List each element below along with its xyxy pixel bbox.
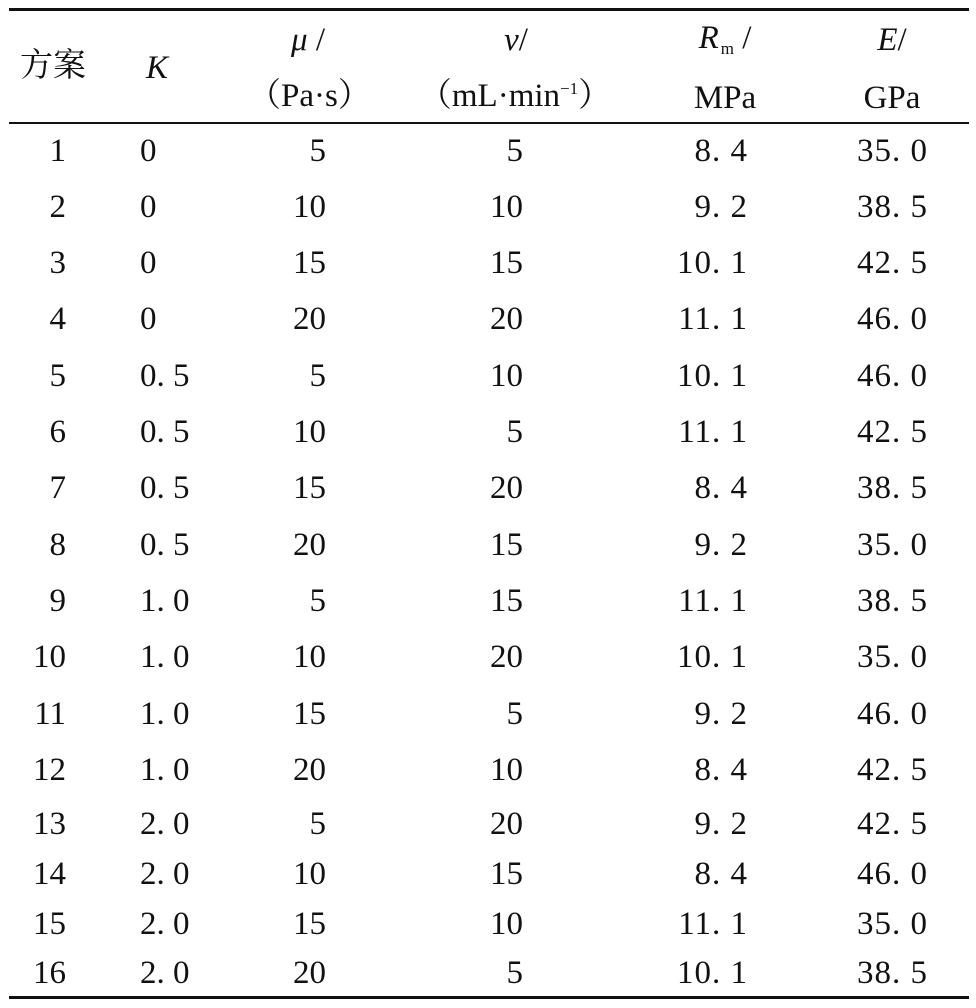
cell-mu: 5 bbox=[309, 806, 326, 842]
cell-v: 10 bbox=[490, 358, 523, 394]
cell-mu: 15 bbox=[293, 245, 326, 281]
table-bottom-rule bbox=[9, 996, 969, 999]
table-row bbox=[0, 412, 976, 452]
header-e-unit-label: GPa bbox=[863, 80, 921, 116]
cell-e: 35. 0 bbox=[857, 133, 928, 169]
cell-rm: 9. 2 bbox=[694, 527, 748, 563]
cell-e: 38. 5 bbox=[857, 470, 928, 506]
cell-rm: 11. 1 bbox=[678, 583, 748, 619]
cell-rm: 9. 2 bbox=[694, 696, 748, 732]
cell-e: 42. 5 bbox=[857, 414, 928, 450]
header-e-slash: / bbox=[897, 22, 907, 58]
cell-scheme: 7 bbox=[49, 470, 66, 506]
cell-e: 35. 0 bbox=[857, 527, 928, 563]
cell-e: 35. 0 bbox=[857, 906, 928, 942]
cell-scheme: 13 bbox=[33, 806, 66, 842]
cell-scheme: 14 bbox=[33, 856, 66, 892]
cell-v: 20 bbox=[490, 639, 523, 675]
cell-scheme: 12 bbox=[33, 752, 66, 788]
cell-k: 0 bbox=[140, 189, 157, 225]
cell-scheme: 8 bbox=[49, 527, 66, 563]
cell-e: 35. 0 bbox=[857, 639, 928, 675]
cell-mu: 15 bbox=[293, 470, 326, 506]
header-v-unit bbox=[410, 80, 620, 113]
cell-mu: 20 bbox=[293, 955, 326, 991]
cell-mu: 10 bbox=[293, 639, 326, 675]
cell-e: 42. 5 bbox=[857, 752, 928, 788]
cell-rm: 8. 4 bbox=[694, 470, 748, 506]
cell-rm: 11. 1 bbox=[678, 301, 748, 337]
header-scheme bbox=[20, 50, 86, 83]
cell-v: 20 bbox=[490, 470, 523, 506]
header-e-symbol: E bbox=[877, 22, 898, 58]
header-mu-unit bbox=[248, 78, 371, 114]
cell-v: 15 bbox=[490, 583, 523, 619]
cell-v: 15 bbox=[490, 856, 523, 892]
table-row bbox=[0, 581, 976, 621]
cell-k: 2. 0 bbox=[140, 856, 190, 892]
cell-e: 46. 0 bbox=[857, 696, 928, 732]
header-k-label: K bbox=[146, 50, 169, 86]
table-row bbox=[0, 953, 976, 993]
cell-k: 0 bbox=[140, 133, 157, 169]
cell-scheme: 6 bbox=[49, 414, 66, 450]
header-rm-slash: / bbox=[742, 20, 752, 56]
header-rm-symbol: R bbox=[698, 20, 719, 56]
cell-v: 10 bbox=[490, 189, 523, 225]
header-v-symbol: v bbox=[504, 22, 519, 58]
cell-e: 42. 5 bbox=[857, 245, 928, 281]
cell-k: 2. 0 bbox=[140, 806, 190, 842]
header-v-slash: / bbox=[518, 22, 528, 58]
cell-k: 1. 0 bbox=[140, 639, 190, 675]
header-v-unit-main: （mL·min bbox=[418, 78, 561, 114]
table-row bbox=[0, 525, 976, 565]
table-row bbox=[0, 243, 976, 283]
header-v bbox=[476, 24, 556, 57]
cell-rm: 10. 1 bbox=[677, 245, 748, 281]
table-row bbox=[0, 468, 976, 508]
header-mu-unit-label: （Pa·s） bbox=[248, 78, 371, 114]
cell-mu: 5 bbox=[309, 133, 326, 169]
cell-mu: 10 bbox=[293, 189, 326, 225]
cell-scheme: 15 bbox=[33, 906, 66, 942]
header-mu-symbol: μ bbox=[291, 22, 308, 58]
header-e bbox=[852, 24, 932, 57]
cell-scheme: 10 bbox=[33, 639, 66, 675]
header-scheme-label: 方案 bbox=[20, 48, 86, 84]
cell-v: 5 bbox=[506, 955, 523, 991]
cell-e: 38. 5 bbox=[857, 189, 928, 225]
cell-v: 15 bbox=[490, 245, 523, 281]
table-row bbox=[0, 750, 976, 790]
cell-v: 5 bbox=[506, 133, 523, 169]
cell-scheme: 4 bbox=[49, 301, 66, 337]
table-row bbox=[0, 854, 976, 894]
cell-scheme: 1 bbox=[49, 133, 66, 169]
cell-scheme: 3 bbox=[49, 245, 66, 281]
cell-rm: 11. 1 bbox=[678, 906, 748, 942]
cell-mu: 10 bbox=[293, 856, 326, 892]
cell-k: 0. 5 bbox=[140, 358, 190, 394]
cell-rm: 8. 4 bbox=[694, 133, 748, 169]
cell-k: 1. 0 bbox=[140, 696, 190, 732]
cell-v: 20 bbox=[490, 806, 523, 842]
cell-rm: 11. 1 bbox=[678, 414, 748, 450]
cell-e: 46. 0 bbox=[857, 856, 928, 892]
header-rm bbox=[680, 20, 770, 58]
header-rm-unit bbox=[680, 82, 770, 115]
cell-rm: 9. 2 bbox=[694, 189, 748, 225]
table-row bbox=[0, 187, 976, 227]
cell-v: 15 bbox=[490, 527, 523, 563]
cell-v: 5 bbox=[506, 696, 523, 732]
cell-rm: 8. 4 bbox=[694, 856, 748, 892]
header-v-unit-sup: −1 bbox=[560, 79, 579, 98]
table-row bbox=[0, 694, 976, 734]
cell-rm: 10. 1 bbox=[677, 955, 748, 991]
table-row bbox=[0, 904, 976, 944]
cell-mu: 10 bbox=[293, 414, 326, 450]
cell-mu: 20 bbox=[293, 301, 326, 337]
cell-k: 0 bbox=[140, 245, 157, 281]
cell-k: 1. 0 bbox=[140, 583, 190, 619]
cell-rm: 8. 4 bbox=[694, 752, 748, 788]
table-header-rule bbox=[9, 122, 969, 124]
cell-e: 38. 5 bbox=[857, 583, 928, 619]
cell-v: 5 bbox=[506, 414, 523, 450]
cell-mu: 5 bbox=[309, 358, 326, 394]
cell-e: 38. 5 bbox=[857, 955, 928, 991]
cell-k: 0 bbox=[140, 301, 157, 337]
cell-rm: 10. 1 bbox=[677, 358, 748, 394]
cell-v: 10 bbox=[490, 906, 523, 942]
cell-e: 46. 0 bbox=[857, 301, 928, 337]
cell-e: 46. 0 bbox=[857, 358, 928, 394]
header-k bbox=[146, 52, 168, 85]
table-row bbox=[0, 131, 976, 171]
cell-mu: 20 bbox=[293, 527, 326, 563]
table-top-rule bbox=[9, 8, 969, 11]
cell-scheme: 16 bbox=[33, 955, 66, 991]
header-mu bbox=[268, 24, 348, 57]
table-row bbox=[0, 299, 976, 339]
cell-rm: 10. 1 bbox=[677, 639, 748, 675]
cell-k: 0. 5 bbox=[140, 470, 190, 506]
cell-scheme: 5 bbox=[49, 358, 66, 394]
cell-scheme: 2 bbox=[49, 189, 66, 225]
header-rm-sub: m bbox=[720, 39, 734, 58]
cell-v: 10 bbox=[490, 752, 523, 788]
cell-rm: 9. 2 bbox=[694, 806, 748, 842]
cell-scheme: 9 bbox=[49, 583, 66, 619]
header-v-unit-close: ） bbox=[578, 78, 612, 114]
cell-k: 1. 0 bbox=[140, 752, 190, 788]
cell-scheme: 11 bbox=[34, 696, 66, 732]
cell-k: 0. 5 bbox=[140, 527, 190, 563]
cell-v: 20 bbox=[490, 301, 523, 337]
header-mu-slash: / bbox=[315, 22, 325, 58]
cell-k: 0. 5 bbox=[140, 414, 190, 450]
cell-mu: 20 bbox=[293, 752, 326, 788]
cell-k: 2. 0 bbox=[140, 906, 190, 942]
cell-mu: 15 bbox=[293, 906, 326, 942]
table-row bbox=[0, 804, 976, 844]
cell-e: 42. 5 bbox=[857, 806, 928, 842]
header-e-unit bbox=[852, 82, 932, 115]
cell-mu: 15 bbox=[293, 696, 326, 732]
cell-mu: 5 bbox=[309, 583, 326, 619]
table-row bbox=[0, 356, 976, 396]
header-rm-unit-label: MPa bbox=[693, 80, 757, 116]
table-row bbox=[0, 637, 976, 677]
cell-k: 2. 0 bbox=[140, 955, 190, 991]
